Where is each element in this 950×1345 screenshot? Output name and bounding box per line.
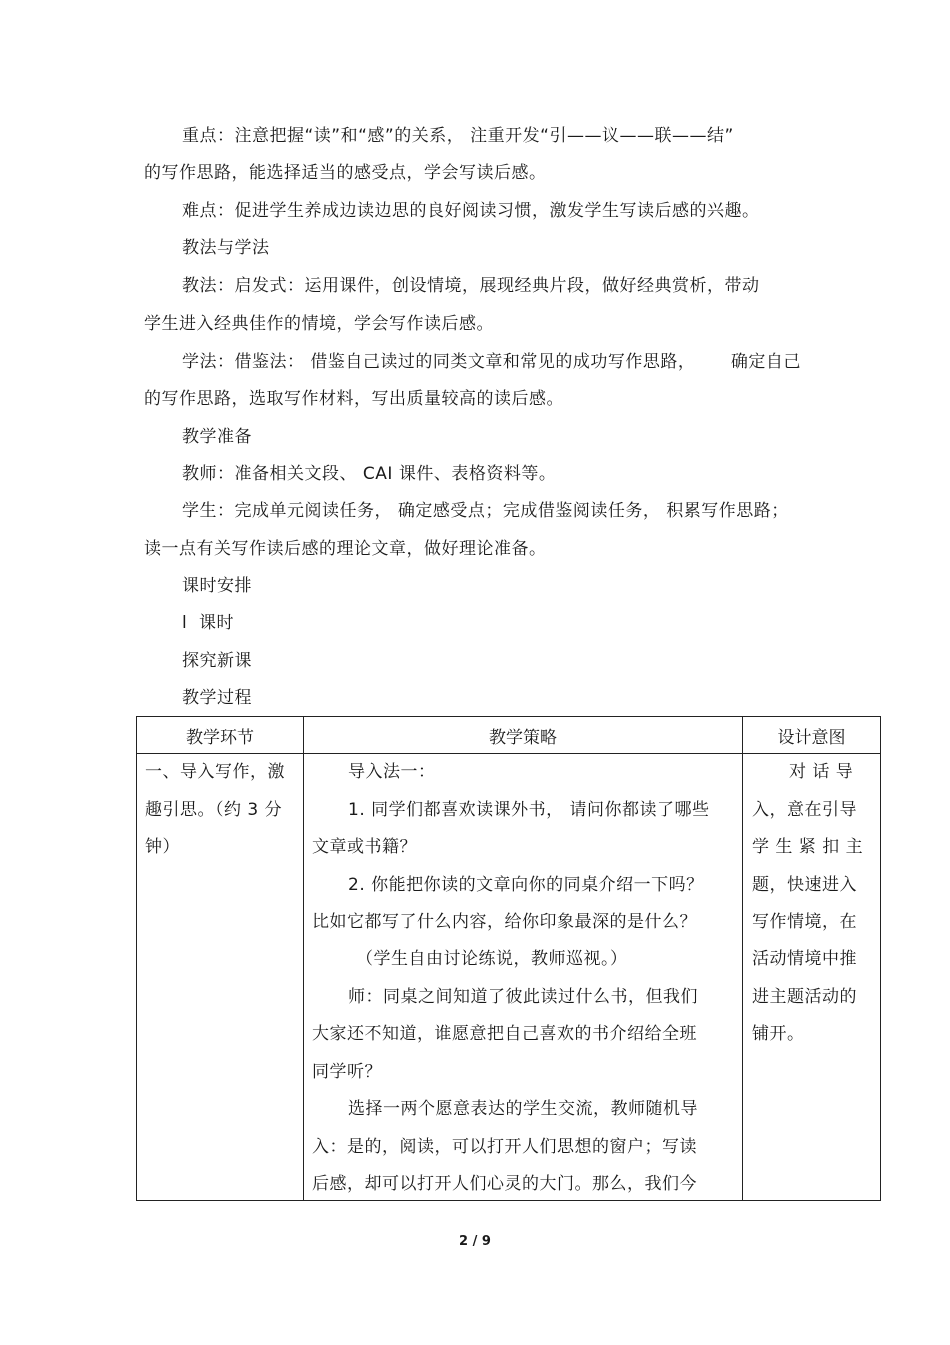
body-line: 学法：借鉴法： 借鉴自己读过的同类文章和常见的成功写作思路， 确定自己 [182,352,801,372]
cell-line: 文章或书籍？ [312,837,417,857]
cell-line: 趣引思。（约 3 分 [145,800,283,820]
table-row [137,754,881,1201]
cell-line: 2. 你能把你读的文章向你的同桌介绍一下吗？ [348,875,704,895]
teaching-step-cell [137,754,304,1201]
header-teaching-strategy: 教学策略 [304,717,743,754]
cell-line: 学 生 紧 扣 主 [752,837,864,857]
header-design-intent: 设计意图 [743,717,881,754]
teaching-strategy-cell [304,754,743,1201]
body-line: 的写作思路，能选择适当的感受点，学会写读后感。 [144,163,547,183]
cell-line: 导入法一： [348,762,436,782]
section-heading: 教学过程 [182,688,252,708]
body-line: 读一点有关写作读后感的理论文章，做好理论准备。 [144,539,547,559]
body-line: l 课时 [182,613,235,633]
header-teaching-step: 教学环节 [137,717,304,754]
body-line: 学生：完成单元阅读任务， 确定感受点；完成借鉴阅读任务， 积累写作思路； [182,501,789,521]
table-header-row [137,717,881,754]
cell-line: 铺开。 [752,1024,805,1044]
cell-line: 活动情境中推 [752,949,857,969]
cell-line: 比如它都写了什么内容，给你印象最深的是什么？ [312,912,697,932]
section-heading: 探究新课 [182,651,252,671]
cell-line: 写作情境，在 [752,912,857,932]
body-line: 教法：启发式：运用课件，创设情境，展现经典片段，做好经典赏析，带动 [182,276,760,296]
cell-line: 对 话 导 [789,762,854,782]
section-heading: 教学准备 [182,427,252,447]
cell-line: 后感，却可以打开人们心灵的大门。那么，我们今 [312,1174,697,1194]
section-heading: 教法与学法 [182,238,270,258]
cell-line: 师：同桌之间知道了彼此读过什么书，但我们 [348,987,698,1007]
cell-line: 一、导入写作，激 [145,762,285,782]
body-line: 学生进入经典佳作的情境，学会写作读后感。 [144,314,494,334]
cell-line: 入：是的，阅读，可以打开人们思想的窗户；写读 [312,1137,697,1157]
body-line: 的写作思路，选取写作材料，写出质量较高的读后感。 [144,389,564,409]
cell-line: 进主题活动的 [752,987,857,1007]
cell-line: （学生自由讨论练说，教师巡视。） [356,949,628,969]
section-heading: 课时安排 [182,576,252,596]
cell-line: 大家还不知道，谁愿意把自己喜欢的书介绍给全班 [312,1024,697,1044]
cell-line: 同学听？ [312,1062,382,1082]
body-line: 难点：促进学生养成边读边思的良好阅读习惯，激发学生写读后感的兴趣。 [182,201,760,221]
cell-line: 入，意在引导 [752,800,857,820]
cell-line: 选择一两个愿意表达的学生交流，教师随机导 [348,1099,698,1119]
cell-line: 1. 同学们都喜欢读课外书， 请问你都读了哪些 [348,800,710,820]
page-number: 2 / 9 [459,1234,491,1249]
cell-line: 钟） [145,837,180,857]
cell-line: 题，快速进入 [752,875,857,895]
body-line: 教师：准备相关文段、 CAI 课件、表格资料等。 [182,464,557,484]
lesson-plan-table [136,716,881,1201]
body-line: 重点：注意把握“读”和“感”的关系， 注重开发“引——议——联——结” [182,126,734,146]
design-intent-cell [743,754,881,1201]
